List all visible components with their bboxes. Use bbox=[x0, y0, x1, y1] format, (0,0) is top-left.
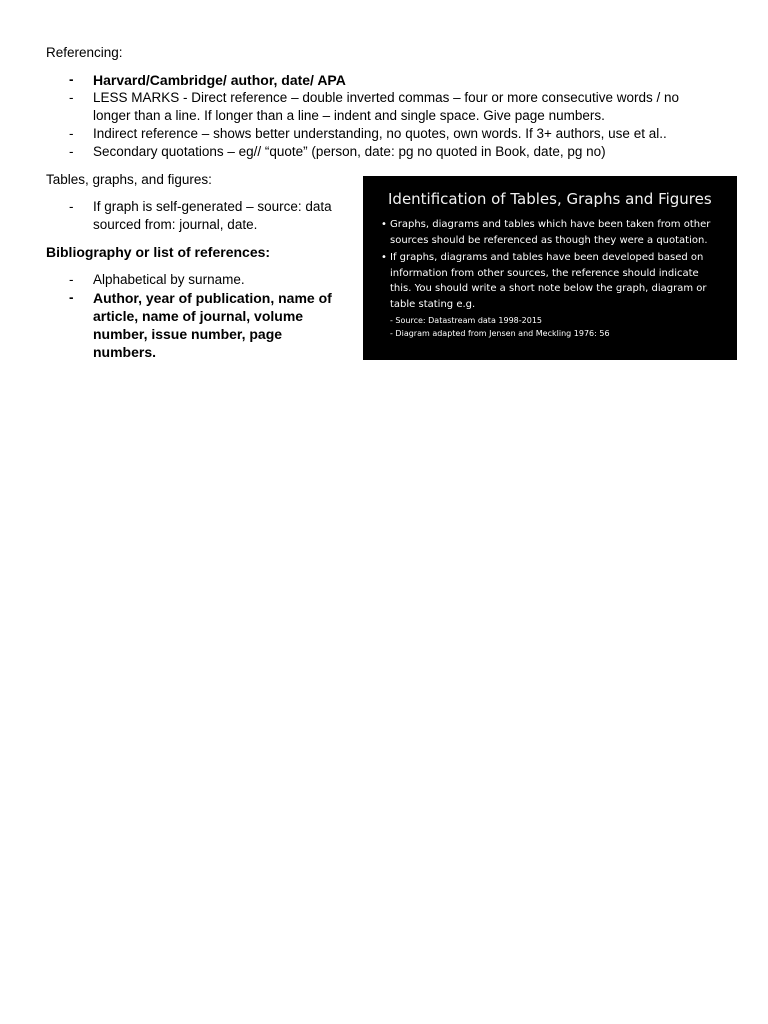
slide-sub-item: - Diagram adapted from Jensen and Meckling 1976: 56 bbox=[390, 329, 610, 338]
list-item-text: Alphabetical by surname. bbox=[93, 272, 245, 287]
bullet-dot-icon: • bbox=[381, 219, 387, 230]
referencing-heading: Referencing: bbox=[46, 45, 123, 60]
list-item bbox=[46, 125, 706, 143]
list-item-text: Harvard/Cambridge/ author, date/ APA bbox=[93, 72, 346, 88]
list-item-text: Secondary quotations – eg// “quote” (person, date: pg no quoted in Book, date, pg no) bbox=[93, 144, 606, 159]
dash-bullet: - bbox=[69, 90, 74, 105]
bibliography-heading: Bibliography or list of references: bbox=[46, 244, 271, 260]
bibliography-list bbox=[46, 271, 344, 361]
list-item bbox=[46, 198, 344, 234]
dash-bullet: - bbox=[69, 272, 74, 287]
list-item-text: LESS MARKS - Direct reference – double inverted commas – four or more consecutive words / no longer than a line. If longer than a line – indent and single space. Give page numbers. bbox=[93, 90, 680, 123]
dash-bullet: - bbox=[69, 72, 74, 87]
list-item bbox=[46, 289, 344, 361]
slide-title: Identification of Tables, Graphs and Figures bbox=[388, 190, 712, 208]
referencing-list bbox=[46, 71, 706, 161]
list-item bbox=[46, 143, 706, 161]
list-item-text: Indirect reference – shows better understanding, no quotes, own words. If 3+ authors, use et al.. bbox=[93, 126, 667, 141]
slide-bullet-text: Graphs, diagrams and tables which have been taken from other sources should be referenced as though they were a quotation. bbox=[390, 219, 711, 246]
dash-bullet: - bbox=[69, 199, 74, 214]
list-item bbox=[46, 89, 706, 125]
bullet-dot-icon: • bbox=[381, 252, 387, 263]
dash-bullet: - bbox=[69, 144, 74, 159]
list-item-text: Author, year of publication, name of article, name of journal, volume number, issue number, page numbers. bbox=[93, 290, 332, 360]
dash-bullet: - bbox=[69, 126, 74, 141]
tables-heading: Tables, graphs, and figures: bbox=[46, 172, 212, 187]
slide-bullet-list bbox=[381, 217, 723, 312]
list-item bbox=[46, 271, 344, 289]
slide-bullet bbox=[381, 250, 723, 312]
list-item-text: If graph is self-generated – source: data sourced from: journal, date. bbox=[93, 199, 332, 232]
dash-bullet: - bbox=[69, 290, 74, 305]
list-item bbox=[46, 71, 706, 89]
slide-bullet-text: If graphs, diagrams and tables have been developed based on information from other sources, the reference should indicate this. You should write a short note below the graph, diagram or table stating e.g. bbox=[390, 252, 707, 310]
slide-bullet bbox=[381, 217, 723, 248]
tables-list bbox=[46, 198, 344, 234]
slide-image bbox=[363, 176, 737, 360]
slide-sub-item: - Source: Datastream data 1998-2015 bbox=[390, 316, 542, 325]
